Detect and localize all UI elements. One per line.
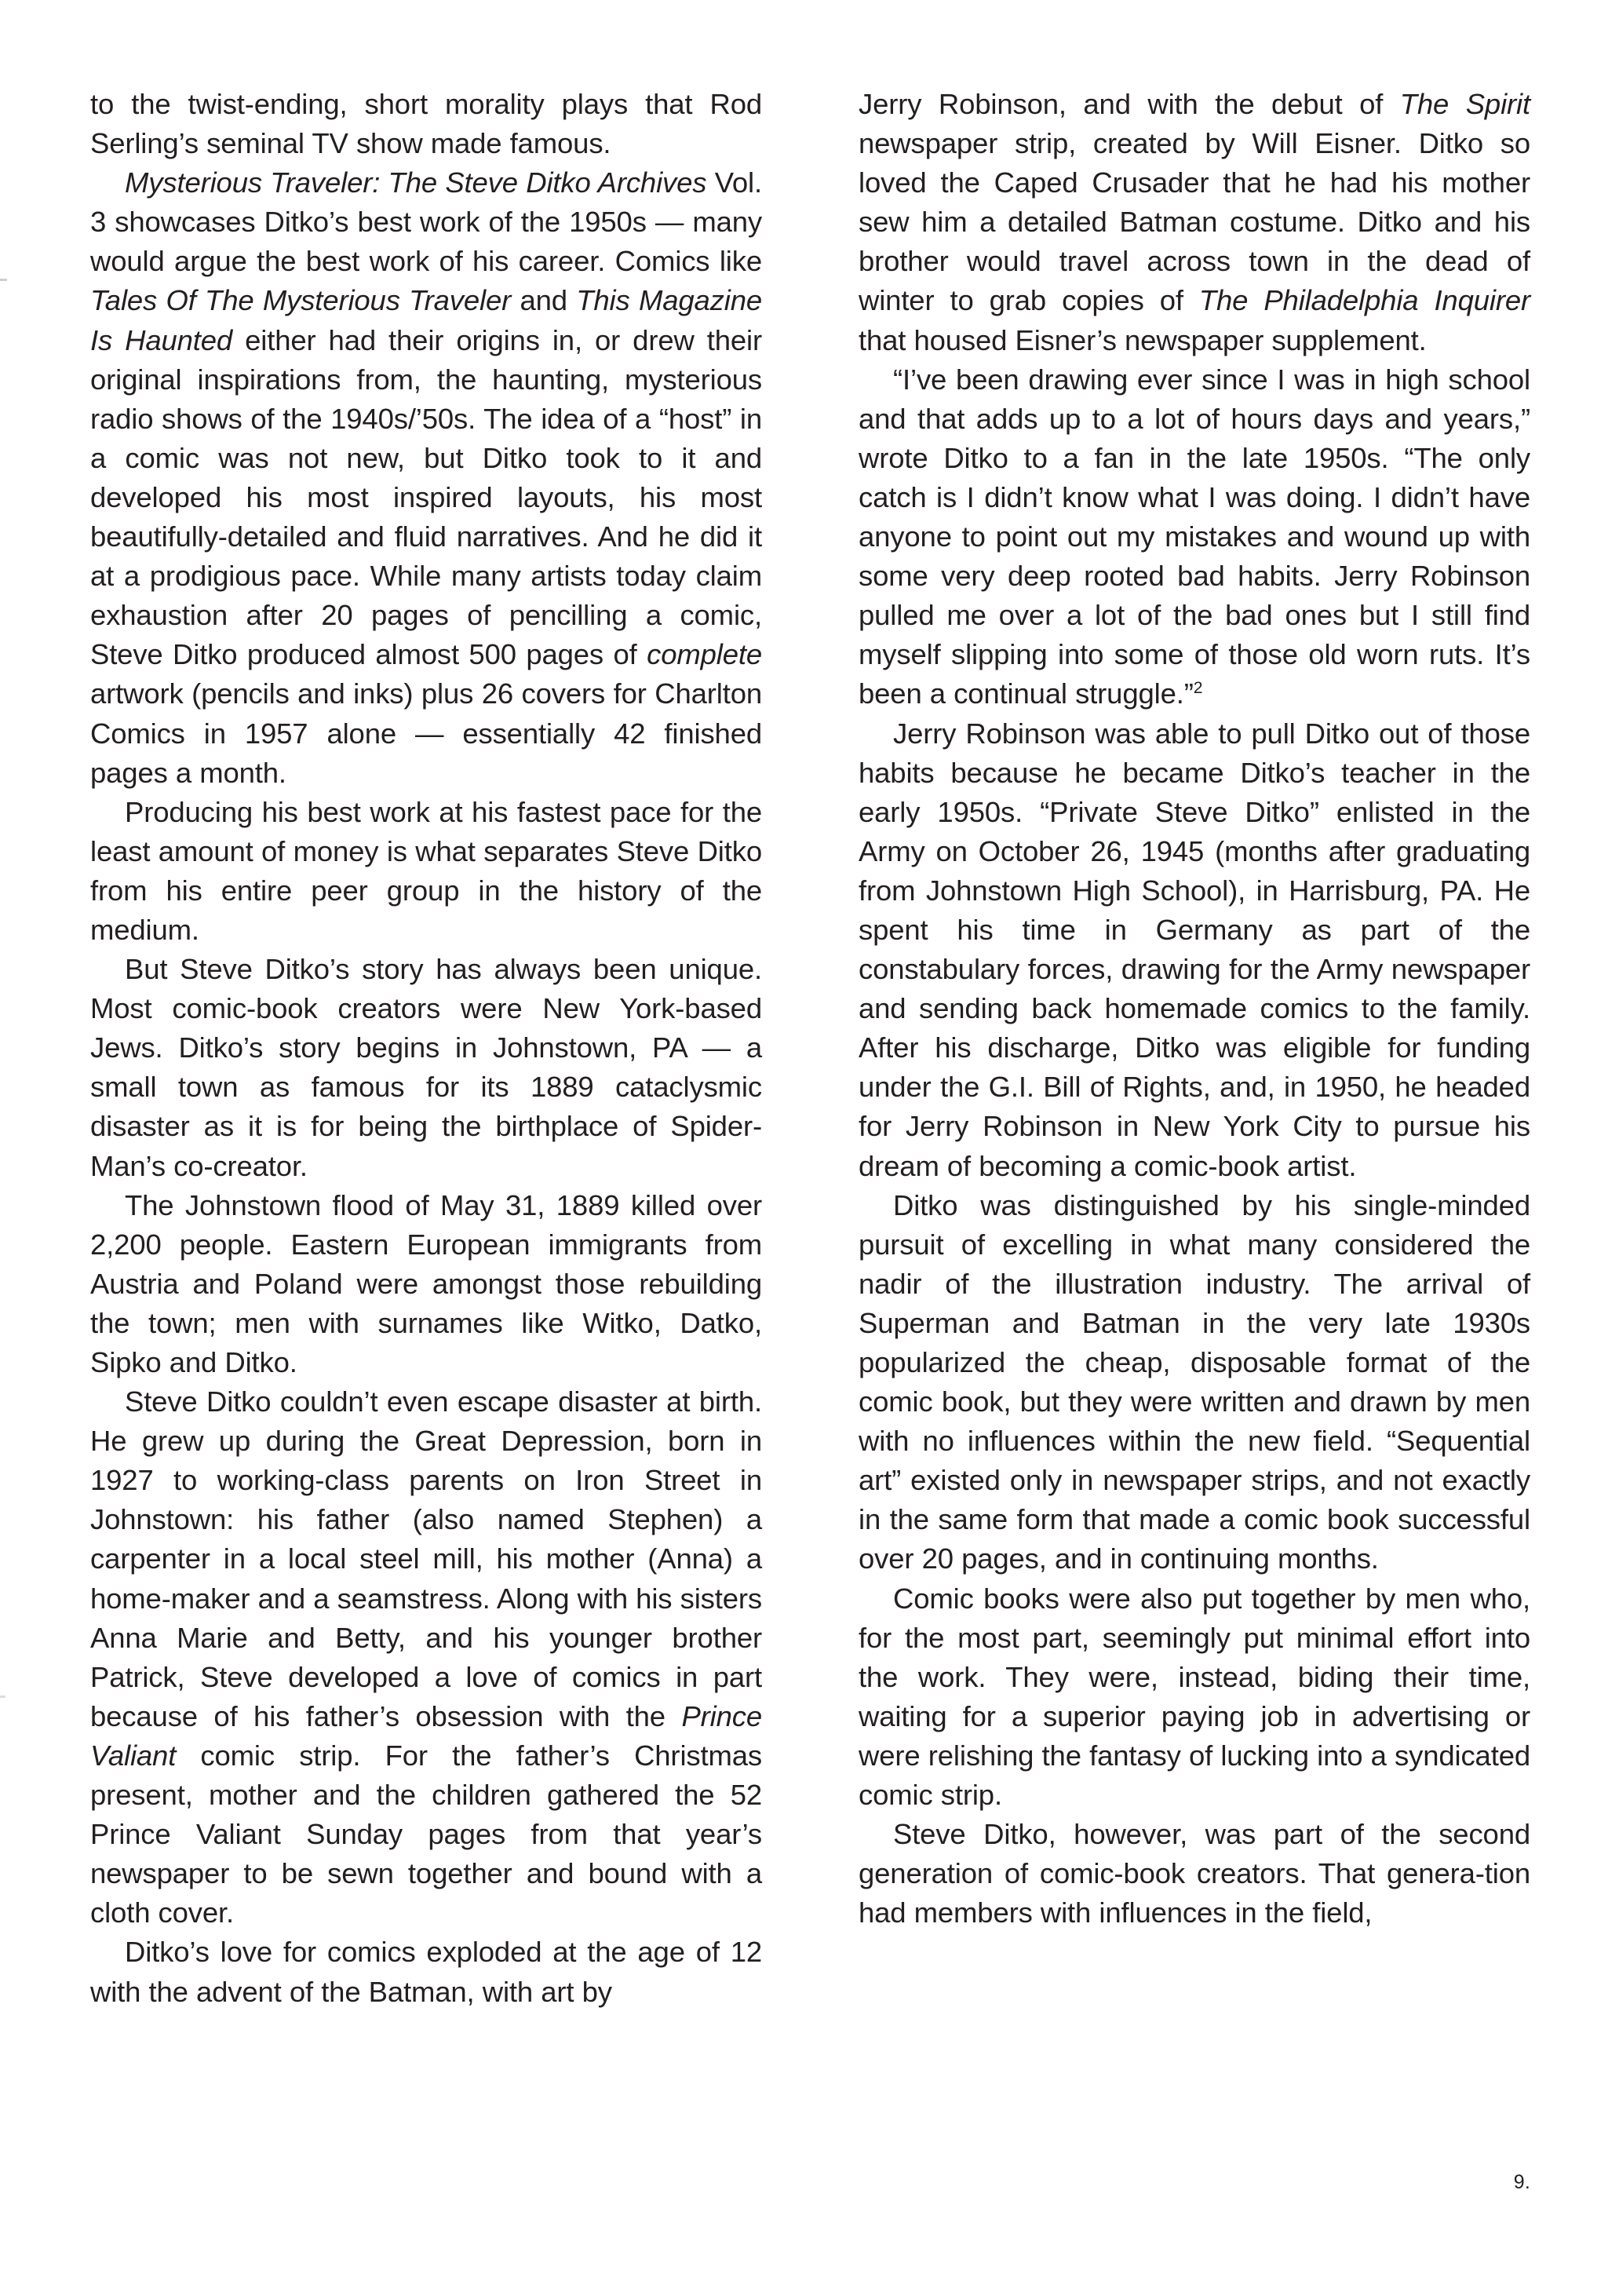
italic-title-run: The Philadelphia Inquirer: [1198, 284, 1531, 317]
scan-edge-artifact: [0, 1696, 5, 1698]
paragraph: [90, 950, 762, 1186]
text-run: newspaper strip, created by Will Eisner. Ditko so loved the Caped Crusader that he had his mother sew him a detailed Batman costume. Ditko and his brother would travel across town in the dead of winter to grab copies of: [859, 127, 1530, 317]
paragraph: [90, 85, 762, 163]
footnote-marker: 2: [1193, 679, 1203, 698]
paragraph: [859, 360, 1530, 714]
text-run: Steve Ditko, however, was part of the second generation of comic-book creators. That genera-tion had members with influences in the field,: [859, 1818, 1530, 1929]
italic-title-run: Tales Of The Mysterious Traveler: [90, 284, 512, 317]
text-run: comic strip. For the father’s Christmas present, mother and the children gathered the 52 Prince Valiant Sunday pages from that year’s newspaper to be sewn together and bound with a cloth cover.: [90, 1739, 762, 1929]
paragraph: [90, 793, 762, 950]
page-number: 9.: [1513, 2171, 1530, 2193]
text-run: Comic books were also put together by men who, for the most part, seemingly put minimal effort into the work. They were, instead, biding their time, waiting for a superior paying job in advertising or were relishing the fantasy of lucking into a syndicated comic strip.: [859, 1582, 1530, 1812]
paragraph: [90, 1933, 762, 2011]
two-column-text-body: [90, 85, 1530, 2079]
right-text-column: [859, 85, 1530, 1933]
text-run: and: [511, 284, 577, 317]
text-run: The Johnstown flood of May 31, 1889 killed over 2,200 people. Eastern European immigrants from Austria and Poland were amongst those rebuilding the town; men with surnames like Witko, Datko, Sipko and Ditko.: [90, 1188, 762, 1378]
text-run: Vol. 3 showcases Ditko’s best work of the 1950s — many would argue the best work of his career. Comics like: [90, 166, 762, 278]
italic-title-run: The Spirit: [1399, 88, 1530, 120]
paragraph: [90, 163, 762, 793]
paragraph: [90, 1382, 762, 1933]
paragraph: [859, 1186, 1530, 1579]
paragraph: [859, 1579, 1530, 1816]
paragraph: [859, 85, 1530, 360]
text-run: Jerry Robinson, and with the debut of: [859, 88, 1400, 120]
text-run: Ditko was distinguished by his single-minded pursuit of excelling in what many considered the nadir of the illustration industry. The arrival of Superman and Batman in the very late 1930s popularized the cheap, disposable format of the comic book, but they were written and drawn by men with no influences within the new field. “Sequential art” existed only in newspaper strips, and not exactly in the same form that made a comic book successful over 20 pages, and in continuing months.: [859, 1188, 1530, 1575]
text-run: Producing his best work at his fastest pace for the least amount of money is what separates Steve Ditko from his entire peer group in the history of the medium.: [90, 795, 762, 946]
text-run: Ditko’s love for comics exploded at the age of 12 with the advent of the Batman, with art by: [90, 1936, 762, 2008]
text-run: Jerry Robinson was able to pull Ditko out of those habits because he became Ditko’s teacher in the early 1950s. “Private Steve Ditko” enlisted in the Army on October 26, 1945 (months after graduating from Johnstown High School), in Harrisburg, PA. He spent his time in Germany as part of the constabulary forces, drawing for the Army newspaper and sending back homemade comics to the family. After his discharge, Ditko was eligible for funding under the G.I. Bill of Rights, and, in 1950, he headed for Jerry Robinson in New York City to pursue his dream of becoming a comic-book artist.: [859, 717, 1530, 1182]
italic-title-run: This Magazine Is Haunted: [90, 284, 763, 356]
paragraph: [90, 1186, 762, 1382]
text-run: But Steve Ditko’s story has always been unique. Most comic-book creators were New York-based Jews. Ditko’s story begins in Johnstown, PA — a small town as famous for its 1889 cataclysmic disaster as it is for being the birthplace of Spider-Man’s co-creator.: [90, 953, 762, 1182]
italic-title-run: Prince Valiant: [90, 1699, 762, 1772]
paragraph: [859, 1815, 1530, 1933]
text-run: that housed Eisner’s newspaper supplement.: [859, 323, 1427, 356]
italic-title-run: complete: [647, 638, 762, 671]
italic-title-run: Mysterious Traveler: The Steve Ditko Archives: [125, 166, 707, 199]
text-run: either had their origins in, or drew their original inspirations from, the haunting, mysterious radio shows of the 1940s/’50s. The idea of a “host” in a comic was not new, but Ditko took to it and developed his most inspired layouts, his most beautifully-detailed and fluid narratives. And he did it at a prodigious pace. While many artists today claim exhaustion after 20 pages of pencilling a comic, Steve Ditko produced almost 500 pages of: [90, 323, 762, 671]
left-text-column: [90, 85, 762, 2012]
paragraph: [859, 714, 1530, 1186]
text-run: Steve Ditko couldn’t even escape disaster at birth. He grew up during the Great Depression, born in 1927 to working-class parents on Iron Street in Johnstown: his father (also named Stephen) a carpenter in a local steel mill, his mother (Anna) a home-maker and a seamstress. Along with his sisters Anna Marie and Betty, and his younger brother Patrick, Steve developed a love of comics in part because of his father’s obsession with the: [90, 1385, 762, 1732]
text-run: artwork (pencils and inks) plus 26 covers for Charlton Comics in 1957 alone — essentially 42 finished pages a month.: [90, 677, 762, 789]
scan-edge-artifact: [0, 279, 7, 281]
text-run: “I’ve been drawing ever since I was in high school and that adds up to a lot of hours days and years,” wrote Ditko to a fan in the late 1950s. “The only catch is I didn’t know what I was doing. I didn’t have anyone to point out my mistakes and wound up with some very deep rooted bad habits. Jerry Robinson pulled me over a lot of the bad ones but I still find myself slipping into some of those old worn ruts. It’s been a continual struggle.”: [859, 363, 1530, 710]
text-run: to the twist-ending, short morality plays that Rod Serling’s seminal TV show made famous.: [90, 88, 762, 160]
